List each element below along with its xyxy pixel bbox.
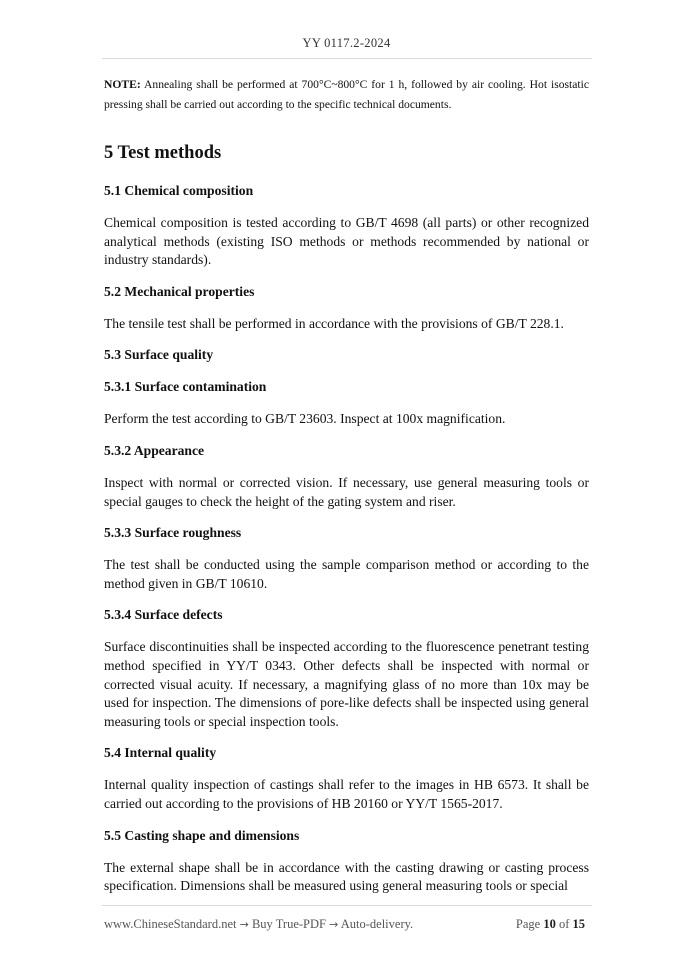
page-number: [516, 917, 585, 932]
paragraph-5-1: Chemical composition is tested according to GB/T 4698 (all parts) or other recognized analytical methods (existing ISO methods or methods recommended by national or industry standards).: [104, 215, 589, 268]
paragraph-5-5: The external shape shall be in accordance with the casting drawing or casting process specification. Dimensions shall be measured using general measuring tools or special: [104, 859, 589, 894]
heading-5-3-3: 5.3.3 Surface roughness: [104, 525, 242, 541]
paragraph-5-3-4: Surface discontinuities shall be inspected according to the fluorescence penetrant testing method specified in YY/T 0343. Other defects shall be inspected with normal or corrected visual acuity. If necessary, a magnifying glass of no more than 10x may be used for inspection. The dimensions of pore-like defects shall be inspected using general measuring tools or special inspection tools.: [104, 639, 589, 729]
page-total: 15: [572, 917, 585, 931]
paragraph-5-3-3: The test shall be conducted using the sample comparison method or according to the method given in GB/T 10610.: [104, 557, 589, 591]
heading-5-3-1: 5.3.1 Surface contamination: [104, 379, 267, 395]
footer-divider: [102, 905, 592, 906]
site-link[interactable]: www.ChineseStandard.net: [104, 917, 237, 931]
arrow-right-icon: →: [329, 918, 339, 931]
running-header: [0, 36, 693, 51]
paragraph-5-2: The tensile test shall be performed in accordance with the provisions of GB/T 228.1.: [104, 315, 564, 331]
note-paragraph: [104, 75, 589, 115]
heading-5-3-2: 5.3.2 Appearance: [104, 442, 205, 458]
auto-delivery-text: Auto-delivery.: [340, 917, 414, 931]
arrow-right-icon: →: [239, 918, 249, 931]
heading-5-4: 5.4 Internal quality: [104, 745, 217, 761]
page-current: 10: [543, 917, 556, 931]
note-text: Annealing shall be performed at 700°C~800°C for 1 h, followed by air cooling. Hot isostatic pressing shall be carried out according to the specific technical documents.: [104, 78, 589, 111]
heading-5-2: 5.2 Mechanical properties: [104, 283, 255, 299]
heading-5-3: 5.3 Surface quality: [104, 347, 214, 363]
footer-promo: [104, 917, 413, 932]
page-of: of: [558, 917, 570, 931]
heading-5-1: 5.1 Chemical composition: [104, 183, 254, 198]
page-label: Page: [515, 917, 541, 931]
heading-5-3-4: 5.3.4 Surface defects: [104, 607, 223, 623]
paragraph-5-3-2: Inspect with normal or corrected vision. If necessary, use general measuring tools or special gauges to check the height of the gating system and riser.: [104, 474, 589, 509]
heading-5-5: 5.5 Casting shape and dimensions: [104, 827, 300, 843]
page-content: [104, 75, 589, 909]
section-title: 5 Test methods: [104, 143, 222, 163]
paragraph-5-3-1: Perform the test according to GB/T 23603. Inspect at 100x magnification.: [104, 411, 506, 427]
document-code: YY 0117.2-2024: [302, 36, 391, 50]
header-divider: [102, 58, 592, 59]
paragraph-5-4: Internal quality inspection of castings shall refer to the images in HB 6573. It shall be carried out according to the provisions of HB 20160 or YY/T 1565-2017.: [104, 777, 589, 811]
buy-pdf-text: Buy True-PDF: [251, 917, 326, 931]
note-label: NOTE:: [104, 78, 141, 91]
